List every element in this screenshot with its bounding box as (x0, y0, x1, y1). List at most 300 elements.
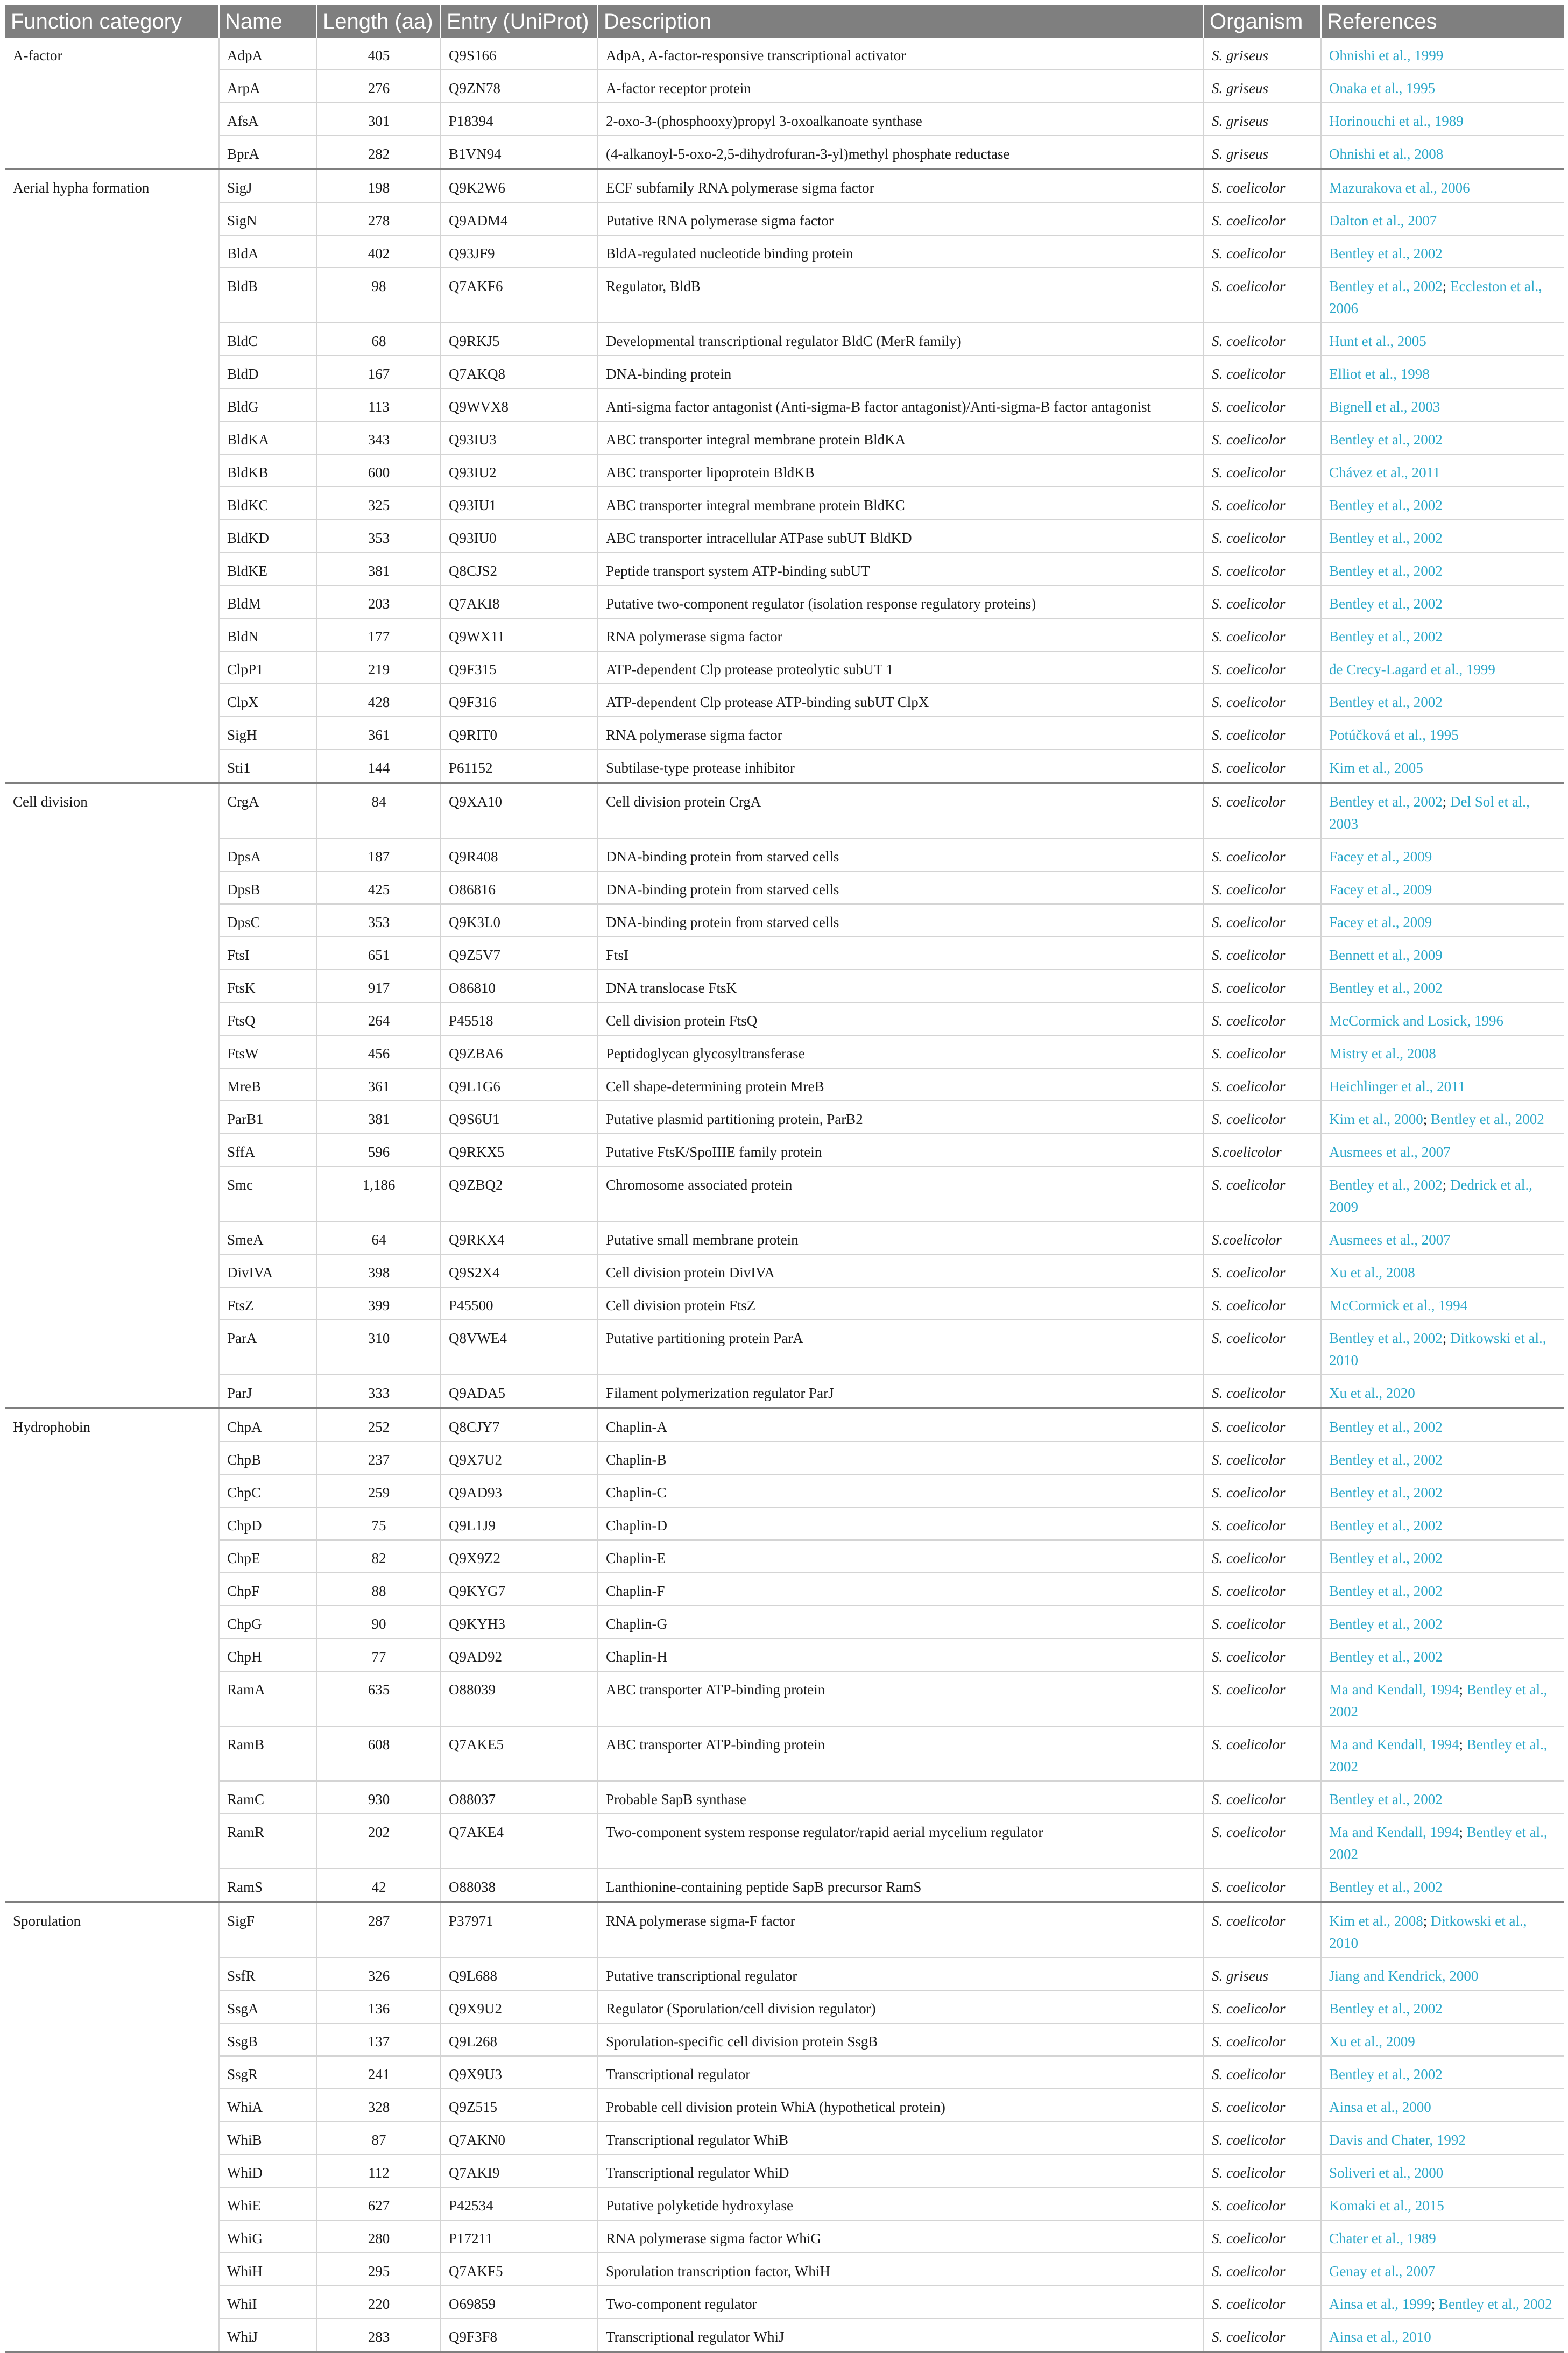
table-body (5, 38, 1564, 2352)
organism-cell: S. griseus (1204, 38, 1321, 70)
entry-cell: Q9K2W6 (441, 169, 598, 202)
header-length: Length (aa) (317, 5, 441, 38)
length-cell: 187 (317, 838, 441, 871)
function-category-cell: Hydrophobin (5, 1408, 219, 1902)
organism-cell: S. coelicolor (1204, 1002, 1321, 1035)
length-cell: 310 (317, 1320, 441, 1375)
reference-link[interactable]: Bennett et al., 2009 (1329, 947, 1443, 963)
length-cell: 198 (317, 169, 441, 202)
description-cell: Lanthionine-containing peptide SapB precursor RamS (598, 1869, 1204, 1902)
name-cell: SigJ (219, 169, 317, 202)
reference-link[interactable]: ; Bentley et al., 2002 (1329, 1681, 1548, 1720)
reference-link[interactable]: ; Del Sol et al., 2003 (1329, 794, 1530, 832)
reference-link[interactable]: Bentley et al., 2002 (1329, 497, 1443, 513)
length-cell: 237 (317, 1442, 441, 1474)
reference-link[interactable]: Facey et al., 2009 (1329, 914, 1432, 930)
entry-cell: Q9R408 (441, 838, 598, 871)
description-cell: Cell division protein DivIVA (598, 1254, 1204, 1287)
entry-cell: Q9F316 (441, 684, 598, 717)
reference-link[interactable]: ; Bentley et al., 2002 (1431, 2296, 1552, 2312)
table-row (5, 838, 1564, 871)
description-cell: Putative two-component regulator (isolation response regulatory proteins) (598, 585, 1204, 618)
length-cell: 596 (317, 1134, 441, 1167)
length-cell: 343 (317, 421, 441, 454)
name-cell: ChpF (219, 1573, 317, 1606)
entry-cell: Q9ZBA6 (441, 1035, 598, 1068)
reference-link[interactable]: Bentley et al., 2002 (1329, 1791, 1443, 1807)
length-cell: 252 (317, 1408, 441, 1442)
reference-link[interactable]: Bentley et al., 2002 (1329, 1616, 1443, 1632)
references-cell (1321, 487, 1564, 520)
references-cell (1321, 1781, 1564, 1814)
description-cell: Peptide transport system ATP-binding subUT (598, 553, 1204, 585)
reference-link[interactable]: Kim et al., 2005 (1329, 760, 1423, 776)
length-cell: 283 (317, 2319, 441, 2352)
entry-cell: O88037 (441, 1781, 598, 1814)
name-cell: ArpA (219, 70, 317, 103)
header-references: References (1321, 5, 1564, 38)
entry-cell: Q7AKF5 (441, 2253, 598, 2286)
description-cell: Peptidoglycan glycosyltransferase (598, 1035, 1204, 1068)
reference-link[interactable]: ; Bentley et al., 2002 (1329, 1824, 1548, 1862)
table-row (5, 618, 1564, 651)
name-cell: SsgA (219, 1990, 317, 2023)
references-cell (1321, 356, 1564, 388)
entry-cell: Q9L1G6 (441, 1068, 598, 1101)
entry-cell: Q9ADM4 (441, 202, 598, 235)
length-cell: 635 (317, 1671, 441, 1726)
reference-link[interactable]: Jiang and Kendrick, 2000 (1329, 1968, 1479, 1984)
reference-link[interactable]: Bentley et al., 2002 (1329, 596, 1443, 612)
references-cell (1321, 235, 1564, 268)
table-row (5, 1958, 1564, 1990)
organism-cell: S.coelicolor (1204, 1134, 1321, 1167)
organism-cell: S. coelicolor (1204, 2122, 1321, 2154)
description-cell: Two-component system response regulator/rapid aerial mycelium regulator (598, 1814, 1204, 1869)
reference-link[interactable]: Mistry et al., 2008 (1329, 1045, 1436, 1062)
table-row (5, 684, 1564, 717)
name-cell: RamC (219, 1781, 317, 1814)
reference-link[interactable]: Kim et al., 2008 (1329, 1913, 1423, 1929)
reference-link[interactable]: ; Bentley et al., 2002 (1329, 1736, 1548, 1775)
reference-link[interactable]: Bentley et al., 2002 (1329, 1649, 1443, 1665)
organism-cell: S.coelicolor (1204, 1221, 1321, 1254)
reference-link[interactable]: Bentley et al., 2002 (1329, 2066, 1443, 2082)
table-row (5, 717, 1564, 750)
references-cell (1321, 1408, 1564, 1442)
references-cell (1321, 323, 1564, 356)
table-row (5, 323, 1564, 356)
organism-cell: S. coelicolor (1204, 388, 1321, 421)
reference-link[interactable]: Kim et al., 2000 (1329, 1111, 1423, 1127)
reference-link[interactable]: Bentley et al., 2002 (1329, 563, 1443, 579)
name-cell: ChpD (219, 1507, 317, 1540)
name-cell: SigN (219, 202, 317, 235)
references-cell (1321, 1671, 1564, 1726)
entry-cell: O86810 (441, 970, 598, 1002)
description-cell: ABC transporter integral membrane protein BldKA (598, 421, 1204, 454)
references-cell (1321, 970, 1564, 1002)
name-cell: WhiA (219, 2089, 317, 2122)
references-cell (1321, 1068, 1564, 1101)
length-cell: 276 (317, 70, 441, 103)
entry-cell: Q9RIT0 (441, 717, 598, 750)
references-cell (1321, 1035, 1564, 1068)
entry-cell: Q7AKQ8 (441, 356, 598, 388)
organism-cell: S. coelicolor (1204, 202, 1321, 235)
entry-cell: O88038 (441, 1869, 598, 1902)
description-cell: DNA-binding protein from starved cells (598, 871, 1204, 904)
reference-link[interactable]: Bentley et al., 2002 (1329, 1419, 1443, 1435)
reference-link[interactable]: Bentley et al., 2002 (1329, 1583, 1443, 1599)
name-cell: FtsQ (219, 1002, 317, 1035)
length-cell: 64 (317, 1221, 441, 1254)
description-cell: Putative small membrane protein (598, 1221, 1204, 1254)
references-cell (1321, 1902, 1564, 1958)
references-cell (1321, 38, 1564, 70)
description-cell: Regulator (Sporulation/cell division regulator) (598, 1990, 1204, 2023)
organism-cell: S. coelicolor (1204, 1814, 1321, 1869)
organism-cell: S. coelicolor (1204, 585, 1321, 618)
length-cell: 325 (317, 487, 441, 520)
reference-link[interactable]: Davis and Chater, 1992 (1329, 2132, 1466, 2148)
references-cell (1321, 783, 1564, 838)
reference-link[interactable]: Komaki et al., 2015 (1329, 2197, 1444, 2214)
references-cell (1321, 1375, 1564, 1408)
reference-link[interactable]: Ainsa et al., 2000 (1329, 2099, 1431, 2115)
reference-link[interactable]: Ohnishi et al., 2008 (1329, 146, 1444, 162)
reference-link[interactable]: McCormick and Losick, 1996 (1329, 1013, 1503, 1029)
name-cell: SsgR (219, 2056, 317, 2089)
entry-cell: Q9RKX5 (441, 1134, 598, 1167)
reference-link[interactable]: Bentley et al., 2002 (1329, 278, 1443, 294)
reference-link[interactable]: Ausmees et al., 2007 (1329, 1144, 1451, 1160)
entry-cell: Q93IU2 (441, 454, 598, 487)
name-cell: RamB (219, 1726, 317, 1781)
table-row (5, 1101, 1564, 1134)
table-row (5, 1254, 1564, 1287)
description-cell: Transcriptional regulator WhiD (598, 2154, 1204, 2187)
description-cell: Cell division protein FtsQ (598, 1002, 1204, 1035)
reference-link[interactable]: Ma and Kendall, 1994 (1329, 1824, 1459, 1840)
name-cell: FtsI (219, 937, 317, 970)
reference-link[interactable]: ; Ditkowski et al., 2010 (1329, 1913, 1527, 1951)
reference-link[interactable]: Chater et al., 1989 (1329, 2230, 1436, 2246)
references-cell (1321, 1320, 1564, 1375)
organism-cell: S. coelicolor (1204, 487, 1321, 520)
reference-link[interactable]: de Crecy-Lagard et al., 1999 (1329, 661, 1495, 677)
references-cell (1321, 1814, 1564, 1869)
organism-cell: S. coelicolor (1204, 1990, 1321, 2023)
entry-cell: Q9S166 (441, 38, 598, 70)
references-cell (1321, 520, 1564, 553)
name-cell: ChpC (219, 1474, 317, 1507)
table-row (5, 1781, 1564, 1814)
description-cell: ATP-dependent Clp protease proteolytic subUT 1 (598, 651, 1204, 684)
reference-link[interactable]: Bentley et al., 2002 (1329, 1330, 1443, 1346)
reference-link[interactable]: Bentley et al., 2002 (1329, 1485, 1443, 1501)
description-cell: DNA translocase FtsK (598, 970, 1204, 1002)
table-row (5, 388, 1564, 421)
name-cell: SigF (219, 1902, 317, 1958)
reference-link[interactable]: ; Dedrick et al., 2009 (1329, 1177, 1532, 1215)
reference-link[interactable]: Bentley et al., 2002 (1329, 2001, 1443, 2017)
references-cell (1321, 1638, 1564, 1671)
length-cell: 75 (317, 1507, 441, 1540)
description-cell: DNA-binding protein from starved cells (598, 904, 1204, 937)
references-cell (1321, 1101, 1564, 1134)
organism-cell: S. coelicolor (1204, 2154, 1321, 2187)
organism-cell: S. coelicolor (1204, 1287, 1321, 1320)
references-cell (1321, 585, 1564, 618)
references-cell (1321, 1990, 1564, 2023)
length-cell: 651 (317, 937, 441, 970)
length-cell: 295 (317, 2253, 441, 2286)
length-cell: 425 (317, 871, 441, 904)
name-cell: WhiB (219, 2122, 317, 2154)
reference-link[interactable]: Elliot et al., 1998 (1329, 366, 1430, 382)
references-cell (1321, 1254, 1564, 1287)
organism-cell: S. coelicolor (1204, 1101, 1321, 1134)
reference-link[interactable]: Ma and Kendall, 1994 (1329, 1681, 1459, 1698)
organism-cell: S. coelicolor (1204, 1573, 1321, 1606)
references-cell (1321, 2220, 1564, 2253)
references-cell (1321, 454, 1564, 487)
name-cell: RamA (219, 1671, 317, 1726)
name-cell: BldKE (219, 553, 317, 585)
references-cell (1321, 1540, 1564, 1573)
references-cell (1321, 1287, 1564, 1320)
description-cell: FtsI (598, 937, 1204, 970)
reference-link[interactable]: Bentley et al., 2002 (1329, 794, 1443, 810)
references-cell (1321, 553, 1564, 585)
length-cell: 220 (317, 2286, 441, 2319)
description-cell: RNA polymerase sigma factor (598, 717, 1204, 750)
reference-link[interactable]: ; Ditkowski et al., 2010 (1329, 1330, 1546, 1368)
reference-link[interactable]: Soliveri et al., 2000 (1329, 2165, 1444, 2181)
reference-link[interactable]: Genay et al., 2007 (1329, 2263, 1436, 2279)
function-category-cell: A-factor (5, 38, 219, 169)
organism-cell: S. griseus (1204, 70, 1321, 103)
name-cell: FtsK (219, 970, 317, 1002)
references-cell (1321, 717, 1564, 750)
description-cell: ATP-dependent Clp protease ATP-binding subUT ClpX (598, 684, 1204, 717)
reference-link[interactable]: Bentley et al., 2002 (1329, 245, 1443, 262)
references-cell (1321, 268, 1564, 323)
organism-cell: S. coelicolor (1204, 2319, 1321, 2352)
organism-cell: S. coelicolor (1204, 783, 1321, 838)
name-cell: RamR (219, 1814, 317, 1869)
table-row (5, 937, 1564, 970)
reference-link[interactable]: McCormick et al., 1994 (1329, 1297, 1468, 1313)
name-cell: BldB (219, 268, 317, 323)
organism-cell: S. coelicolor (1204, 268, 1321, 323)
table-row (5, 2122, 1564, 2154)
entry-cell: Q7AKE5 (441, 1726, 598, 1781)
organism-cell: S. coelicolor (1204, 1442, 1321, 1474)
reference-link[interactable]: Bignell et al., 2003 (1329, 399, 1440, 415)
references-cell (1321, 1221, 1564, 1254)
description-cell: ABC transporter intracellular ATPase subUT BldKD (598, 520, 1204, 553)
entry-cell: B1VN94 (441, 136, 598, 169)
length-cell: 353 (317, 904, 441, 937)
references-cell (1321, 750, 1564, 783)
organism-cell: S. coelicolor (1204, 520, 1321, 553)
reference-link[interactable]: Bentley et al., 2002 (1329, 628, 1443, 645)
reference-link[interactable]: Dalton et al., 2007 (1329, 213, 1437, 229)
organism-cell: S. coelicolor (1204, 937, 1321, 970)
reference-link[interactable]: Onaka et al., 1995 (1329, 80, 1436, 96)
entry-cell: Q9Z5V7 (441, 937, 598, 970)
length-cell: 405 (317, 38, 441, 70)
name-cell: BldD (219, 356, 317, 388)
reference-link[interactable]: Ohnishi et al., 1999 (1329, 47, 1444, 63)
length-cell: 203 (317, 585, 441, 618)
entry-cell: Q9F3F8 (441, 2319, 598, 2352)
entry-cell: Q9KYG7 (441, 1573, 598, 1606)
table-row (5, 1167, 1564, 1221)
entry-cell: Q9RKX4 (441, 1221, 598, 1254)
description-cell: Regulator, BldB (598, 268, 1204, 323)
table-row (5, 421, 1564, 454)
name-cell: ClpX (219, 684, 317, 717)
length-cell: 241 (317, 2056, 441, 2089)
references-cell (1321, 937, 1564, 970)
length-cell: 98 (317, 268, 441, 323)
description-cell: Chaplin-D (598, 1507, 1204, 1540)
references-cell (1321, 2154, 1564, 2187)
description-cell: RNA polymerase sigma-F factor (598, 1902, 1204, 1958)
name-cell: BldKA (219, 421, 317, 454)
description-cell: Chromosome associated protein (598, 1167, 1204, 1221)
entry-cell: Q93JF9 (441, 235, 598, 268)
references-cell (1321, 1474, 1564, 1507)
reference-link[interactable]: Heichlinger et al., 2011 (1329, 1078, 1466, 1094)
length-cell: 361 (317, 1068, 441, 1101)
table-row (5, 70, 1564, 103)
reference-link[interactable]: Horinouchi et al., 1989 (1329, 113, 1464, 129)
entry-cell: Q7AKI8 (441, 585, 598, 618)
reference-link[interactable]: Chávez et al., 2011 (1329, 464, 1440, 481)
name-cell: ClpP1 (219, 651, 317, 684)
length-cell: 42 (317, 1869, 441, 1902)
protein-function-table (5, 5, 1564, 2353)
reference-link[interactable]: Bentley et al., 2002 (1329, 694, 1443, 710)
entry-cell: Q7AKF6 (441, 268, 598, 323)
organism-cell: S. coelicolor (1204, 717, 1321, 750)
name-cell: WhiH (219, 2253, 317, 2286)
table-row (5, 1671, 1564, 1726)
description-cell: Subtilase-type protease inhibitor (598, 750, 1204, 783)
length-cell: 399 (317, 1287, 441, 1320)
reference-link[interactable]: Xu et al., 2009 (1329, 2033, 1415, 2050)
reference-link[interactable]: Ausmees et al., 2007 (1329, 1232, 1451, 1248)
name-cell: ChpE (219, 1540, 317, 1573)
name-cell: SsgB (219, 2023, 317, 2056)
description-cell: Putative FtsK/SpoIIIE family protein (598, 1134, 1204, 1167)
description-cell: DNA-binding protein (598, 356, 1204, 388)
table-row (5, 904, 1564, 937)
name-cell: BldKD (219, 520, 317, 553)
reference-link[interactable]: Bentley et al., 2002 (1329, 1550, 1443, 1566)
description-cell: Chaplin-A (598, 1408, 1204, 1442)
references-cell (1321, 169, 1564, 202)
reference-link[interactable]: Facey et al., 2009 (1329, 849, 1432, 865)
references-cell (1321, 1442, 1564, 1474)
references-cell (1321, 2286, 1564, 2319)
organism-cell: S. coelicolor (1204, 750, 1321, 783)
reference-link[interactable]: Ainsa et al., 1999 (1329, 2296, 1431, 2312)
table-row (5, 783, 1564, 838)
reference-link[interactable]: Potúčková et al., 1995 (1329, 727, 1459, 743)
reference-link[interactable]: Hunt et al., 2005 (1329, 333, 1426, 349)
name-cell: BldG (219, 388, 317, 421)
reference-link[interactable]: Bentley et al., 2002 (1329, 1452, 1443, 1468)
table-row (5, 2023, 1564, 2056)
description-cell: AdpA, A-factor-responsive transcriptional activator (598, 38, 1204, 70)
organism-cell: S. coelicolor (1204, 1254, 1321, 1287)
description-cell: Chaplin-F (598, 1573, 1204, 1606)
description-cell: Transcriptional regulator (598, 2056, 1204, 2089)
table-row (5, 1442, 1564, 1474)
reference-link[interactable]: Bentley et al., 2002 (1329, 1879, 1443, 1895)
organism-cell: S. coelicolor (1204, 1606, 1321, 1638)
table-row (5, 2089, 1564, 2122)
reference-link[interactable]: Mazurakova et al., 2006 (1329, 180, 1470, 196)
references-cell (1321, 2253, 1564, 2286)
description-cell: Probable SapB synthase (598, 1781, 1204, 1814)
reference-link[interactable]: Bentley et al., 2002 (1329, 530, 1443, 546)
reference-link[interactable]: Xu et al., 2008 (1329, 1264, 1415, 1281)
description-cell: ABC transporter ATP-binding protein (598, 1671, 1204, 1726)
name-cell: ChpH (219, 1638, 317, 1671)
references-cell (1321, 838, 1564, 871)
table-row (5, 103, 1564, 136)
reference-link[interactable]: Bentley et al., 2002 (1329, 980, 1443, 996)
organism-cell: S. coelicolor (1204, 323, 1321, 356)
organism-cell: S. coelicolor (1204, 356, 1321, 388)
description-cell: Putative partitioning protein ParA (598, 1320, 1204, 1375)
name-cell: AdpA (219, 38, 317, 70)
reference-link[interactable]: Xu et al., 2020 (1329, 1385, 1415, 1401)
reference-link[interactable]: Bentley et al., 2002 (1329, 1517, 1443, 1534)
name-cell: BldKC (219, 487, 317, 520)
description-cell: Chaplin-B (598, 1442, 1204, 1474)
name-cell: RamS (219, 1869, 317, 1902)
reference-link[interactable]: Bentley et al., 2002 (1329, 432, 1443, 448)
references-cell (1321, 618, 1564, 651)
reference-link[interactable]: Ainsa et al., 2010 (1329, 2329, 1431, 2345)
organism-cell: S. coelicolor (1204, 651, 1321, 684)
length-cell: 82 (317, 1540, 441, 1573)
reference-link[interactable]: Bentley et al., 2002 (1329, 1177, 1443, 1193)
organism-cell: S. coelicolor (1204, 838, 1321, 871)
references-cell (1321, 70, 1564, 103)
description-cell: Anti-sigma factor antagonist (Anti-sigma-B factor antagonist)/Anti-sigma-B factor antagonist (598, 388, 1204, 421)
table-row (5, 1035, 1564, 1068)
entry-cell: Q9L688 (441, 1958, 598, 1990)
reference-link[interactable]: ; Eccleston et al., 2006 (1329, 278, 1542, 316)
organism-cell: S. coelicolor (1204, 2056, 1321, 2089)
length-cell: 333 (317, 1375, 441, 1408)
name-cell: ChpB (219, 1442, 317, 1474)
reference-link[interactable]: Ma and Kendall, 1994 (1329, 1736, 1459, 1753)
table-row (5, 1134, 1564, 1167)
reference-link[interactable]: ; Bentley et al., 2002 (1423, 1111, 1544, 1127)
name-cell: DpsB (219, 871, 317, 904)
reference-link[interactable]: Facey et al., 2009 (1329, 881, 1432, 898)
description-cell: Filament polymerization regulator ParJ (598, 1375, 1204, 1408)
